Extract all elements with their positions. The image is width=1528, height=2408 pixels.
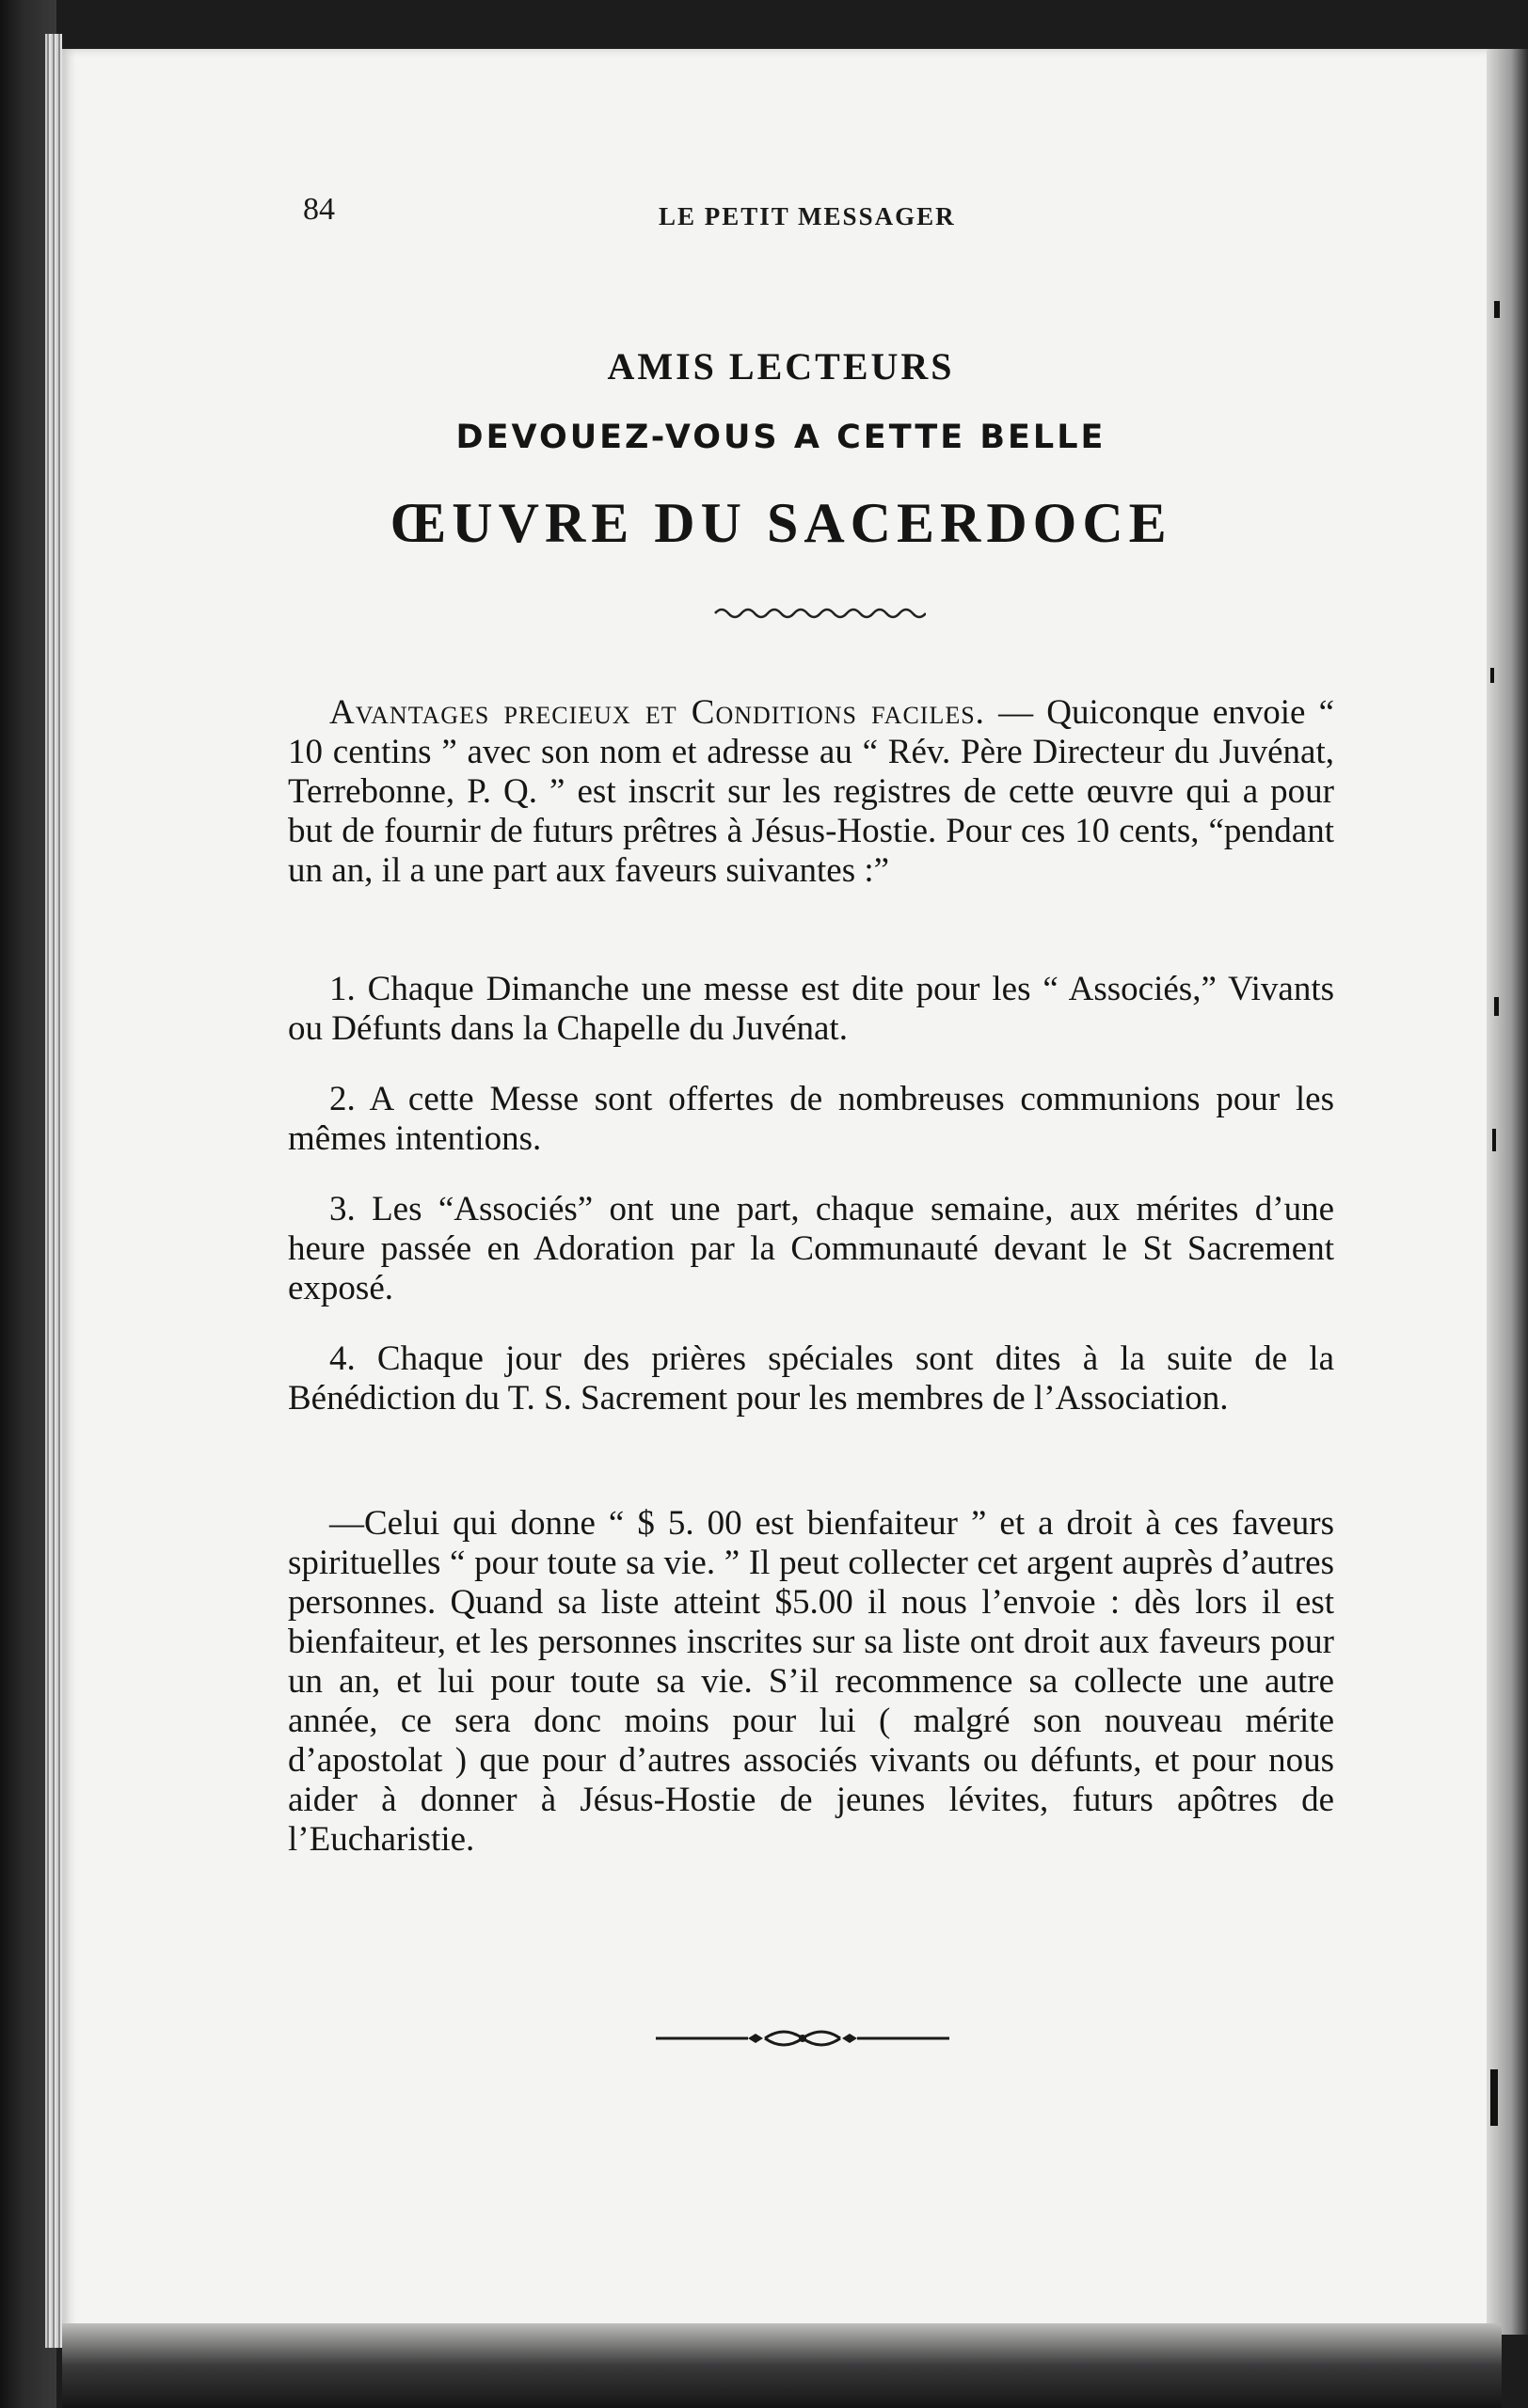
list-item-number: 2. <box>329 1080 356 1118</box>
wave-rule-icon <box>713 602 926 625</box>
list-item-text: Les “Associés” ont une part, chaque semaine, aux mérites d’une heure passée en Adoration par la Communauté devant le St Sacrement exposé. <box>288 1190 1335 1307</box>
closing-text: —Celui qui donne “ $ 5. 00 est bienfaiteur ” et a droit à ces faveurs spirituelles “ pour toute sa vie. ” Il peut collecter cet argent auprès d’autres personnes. Quand sa liste atteint $5.00 il nous l’envoie : dès lors il est bienfaiteur, et les personnes inscrites sur sa liste ont droit aux faveurs pour un an, et lui pour toute sa vie. S’il recommence sa collecte une autre année, ce sera donc moins pour lui ( malgré son nouveau mérite d’apostolat ) que pour d’autres associés vivants ou défunts, et pour nous aider à donner à Jésus-Hostie de jeunes lévites, futurs apôtres de l’Eucharistie. <box>288 1504 1334 1859</box>
intro-text: — Quiconque envoie “ 10 centins ” avec son nom et adresse au “ Rév. Père Directeur du Juvénat, Terrebonne, P. Q. ” est inscrit sur les registres de cette œuvre qui a pour but de fournir de futurs prêtres à Jésus-Hostie. Pour ces 10 cents, “pendant un an, il a une part aux faveurs suivantes :” <box>288 693 1334 890</box>
running-head: LE PETIT MESSAGER <box>659 202 956 230</box>
list-item <box>288 1080 1334 1159</box>
margin-mark <box>1490 668 1494 683</box>
page-bottom-shadow <box>62 2323 1502 2408</box>
list-item-number: 4. <box>329 1339 356 1378</box>
intro-paragraph <box>288 693 1334 891</box>
list-item-number: 3. <box>329 1190 356 1228</box>
intro-lead: Avantages precieux et Conditions faciles. <box>329 693 985 732</box>
heading-amis-lecteurs: AMIS LECTEURS <box>607 345 955 388</box>
page-number: 84 <box>303 192 335 227</box>
list-item-text: Chaque jour des prières spéciales sont dites à la suite de la Bénédiction du T. S. Sacrement pour les membres de l’Association. <box>288 1339 1335 1418</box>
margin-mark <box>1492 1129 1496 1151</box>
list-item <box>288 970 1334 1049</box>
list-item-number: 1. <box>329 970 356 1008</box>
page-stack-edges <box>45 34 62 2348</box>
heading-devouez-vous: DEVOUEZ-VOUS A CETTE BELLE <box>455 419 1106 456</box>
closing-paragraph <box>288 1504 1334 1860</box>
margin-mark <box>1490 2069 1498 2126</box>
heading-oeuvre-du-sacerdoce: ŒUVRE DU SACERDOCE <box>390 492 1172 554</box>
fleuron-rule-icon <box>654 2024 951 2052</box>
margin-mark <box>1494 301 1500 318</box>
list-item-text: A cette Messe sont offertes de nombreuses communions pour les mêmes intentions. <box>288 1080 1334 1158</box>
page-gutter-shadow <box>1487 49 1528 2335</box>
list-item-text: Chaque Dimanche une messe est dite pour les “ Associés,” Vivants ou Défunts dans la Chapelle du Juvénat. <box>288 970 1335 1048</box>
list-item <box>288 1190 1334 1308</box>
margin-mark <box>1494 997 1499 1016</box>
list-item <box>288 1339 1334 1418</box>
